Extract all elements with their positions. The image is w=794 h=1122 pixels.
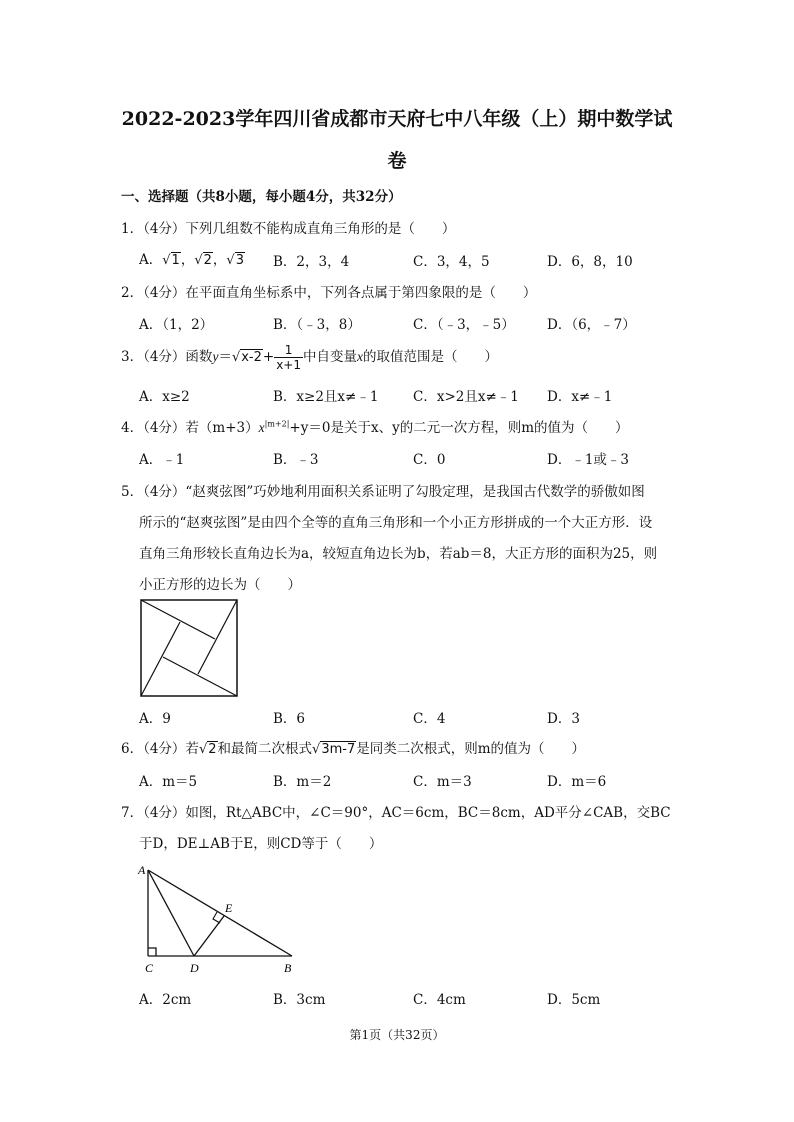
question-7-option-a: A．2cm [139,992,192,1008]
question-2-option-a: A．（1，2） [139,317,214,333]
question-5-option-a: A．9 [139,711,171,727]
question-4-option-a: A．﹣1 [139,452,185,468]
question-5-option-b: B．6 [273,711,306,727]
question-4-option-d: D．﹣1或﹣3 [547,452,630,468]
question-5-option-c: C．4 [413,711,446,727]
vertex-label-d: D [190,961,199,975]
question-3-option-c: C．x>2且x≠﹣1 [413,389,519,405]
question-5-line-4: 小正方形的边长为（ ） [139,577,301,593]
question-6-stem: 6．（4分）若√2和最简二次根式√3m-7是同类二次根式，则m的值为（ ） [121,741,586,757]
question-5-line-2: 所示的“赵爽弦图”是由四个全等的直角三角形和一个小正方形拼成的一个大正方形．设 [139,515,653,531]
vertex-label-c: C [145,961,154,975]
question-2-option-c: C．（﹣3，﹣5） [413,317,515,333]
question-6-option-a: A．m＝5 [139,774,198,790]
question-3-option-b: B．x≥2且x≠﹣1 [273,389,379,405]
question-4-option-c: C．0 [413,452,446,468]
question-1-option-a: A．√1，√2，√3 [139,252,244,268]
section-heading: 一、选择题（共8小题，每小题4分，共32分） [121,189,402,205]
question-3-stem: 3．（4分）函数y＝√x-2+ $\frac{1}{x+1}$ 中自变量x的取值范围是（ ） [121,343,498,372]
title-line-2: 卷 [387,150,407,172]
question-7-option-b: B．3cm [273,992,326,1008]
question-5-line-3: 直角三角形较长直角边长为a，较短直角边长为b，若ab＝8，大正方形的面积为25，则 [139,546,658,562]
vertex-label-e: E [225,901,233,915]
question-7-line-1: 7．（4分）如图，Rt△ABC中，∠C＝90°，AC＝6cm，BC＝8cm，AD平分∠CAB，交BC [121,805,671,821]
question-2-option-b: B．（﹣3，8） [273,317,361,333]
question-7-option-c: C．4cm [413,992,466,1008]
question-7-option-d: D．5cm [547,992,601,1008]
question-6-option-b: B．m＝2 [273,774,332,790]
question-6-option-d: D．m＝6 [547,774,607,790]
page-footer: 第1页（共32页） [349,1028,445,1042]
question-5-line-1: 5．（4分）“赵爽弦图”巧妙地利用面积关系证明了勾股定理，是我国古代数学的骄傲如图 [121,484,645,500]
question-1-option-d: D．6，8，10 [547,254,633,270]
title-line-1: 2022-2023学年四川省成都市天府七中八年级（上）期中数学试 [121,108,673,130]
question-6-option-c: C．m＝3 [413,774,472,790]
question-4-stem: 4．（4分）若$(m+3)x^{|m+2|}+y=0$是关于x、y的二元一次方程，则m的值为（ ） [121,419,629,436]
question-2-stem: 2．（4分）在平面直角坐标系中，下列各点属于第四象限的是（ ） [121,285,537,301]
question-1-option-b: B．2，3，4 [273,254,350,270]
question-4-option-b: B．﹣3 [273,452,319,468]
vertex-label-b: B [284,961,292,975]
question-3-option-a: A．x≥2 [139,389,190,405]
question-5-option-d: D．3 [547,711,580,727]
right-triangle-diagram [136,860,301,978]
question-7-line-2: 于D，DE⊥AB于E，则CD等于（ ） [139,836,383,852]
question-3-option-d: D．x≠﹣1 [547,389,613,405]
zhao-shuang-diagram [140,599,240,699]
question-1-option-c: C．3，4，5 [413,254,490,270]
vertex-label-a: A [138,863,146,877]
question-1-stem: 1．（4分）下列几组数不能构成直角三角形的是（ ） [121,221,456,237]
question-2-option-d: D．（6，﹣7） [547,317,636,333]
